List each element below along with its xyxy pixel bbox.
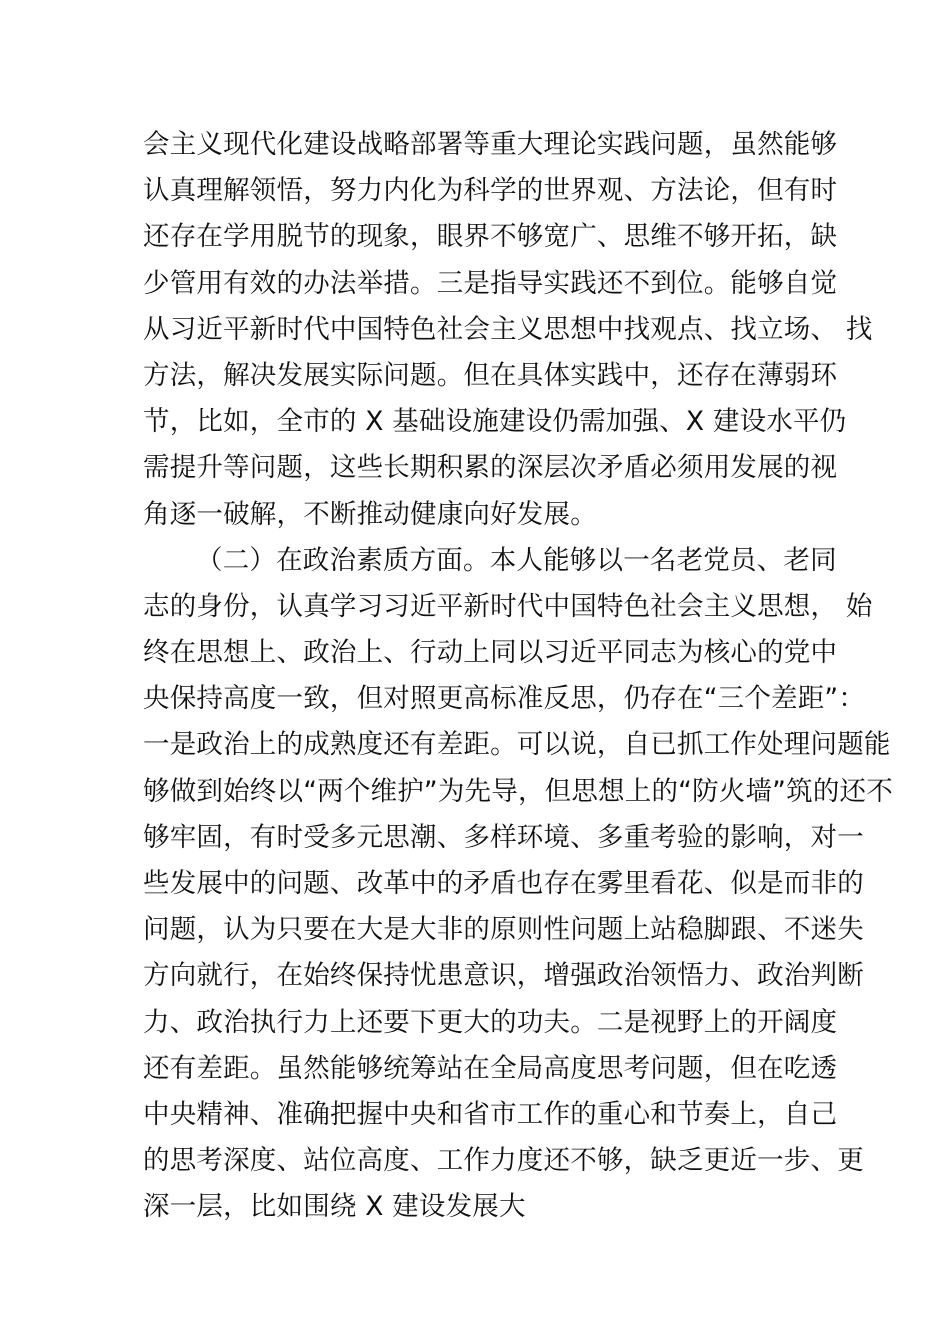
- text-line: 需提升等问题，这些长期积累的深层次矛盾必须用发展的视: [143, 452, 838, 484]
- text-line: 够牢固，有时受多元思潮、多样环境、多重考验的影响，对一: [143, 821, 864, 853]
- section-heading-line: （二）在政治素质方面。本人能够以一名老党员、老同: [196, 544, 837, 576]
- text-line: 节，比如，全市的 X 基础设施建设仍需加强、X 建设水平仍: [143, 406, 847, 438]
- document-body: [143, 122, 893, 1231]
- text-line: 认真理解领悟，努力内化为科学的世界观、方法论，但有时: [143, 175, 838, 207]
- text-line: 会主义现代化建设战略部署等重大理论实践问题，虽然能够: [143, 129, 838, 160]
- text-line: 力、政治执行力上还要下更大的功夫。二是视野上的开阔度: [143, 1006, 838, 1038]
- text-line: 少管用有效的办法举措。三是指导实践还不到位。能够自觉: [143, 267, 838, 299]
- text-line: 志的身份，认真学习习近平新时代中国特色社会主义思想， 始: [143, 590, 873, 622]
- text-line: 够做到始终以“两个维护”为先导，但思想上的“防火墙”筑的还不: [143, 775, 893, 807]
- text-line: 从习近平新时代中国特色社会主义思想中找观点、找立场、 找: [143, 313, 873, 345]
- text-line: 些发展中的问题、改革中的矛盾也存在雾里看花、似是而非的: [143, 868, 864, 899]
- text-line: 方向就行，在始终保持忧患意识，增强政治领悟力、政治判断: [143, 960, 864, 992]
- text-line: 方法，解决发展实际问题。但在具体实践中，还存在薄弱环: [143, 359, 838, 391]
- text-line: 还有差距。虽然能够统筹站在全局高度思考问题，但在吃透: [143, 1052, 838, 1084]
- text-line: 一是政治上的成熟度还有差距。可以说，自已抓工作处理问题能: [143, 729, 891, 761]
- text-line: 央保持高度一致，但对照更高标准反思，仍存在“三个差距”：: [143, 683, 866, 715]
- text-line: 的思考深度、站位高度、工作力度还不够，缺乏更近一步、更: [143, 1145, 864, 1177]
- text-line: 问题，认为只要在大是大非的原则性问题上站稳脚跟、不迷失: [143, 914, 864, 946]
- text-line: 终在思想上、政治上、行动上同以习近平同志为核心的党中: [143, 637, 838, 669]
- text-line: 角逐一破解，不断推动健康向好发展。: [143, 498, 597, 530]
- text-line: 深一层，比如围绕 X 建设发展大: [143, 1191, 526, 1223]
- text-line: 还存在学用脱节的现象，眼界不够宽广、思维不够开拓，缺: [143, 221, 838, 253]
- text-line: 中央精神、准确把握中央和省市工作的重心和节奏上，自己: [143, 1098, 838, 1130]
